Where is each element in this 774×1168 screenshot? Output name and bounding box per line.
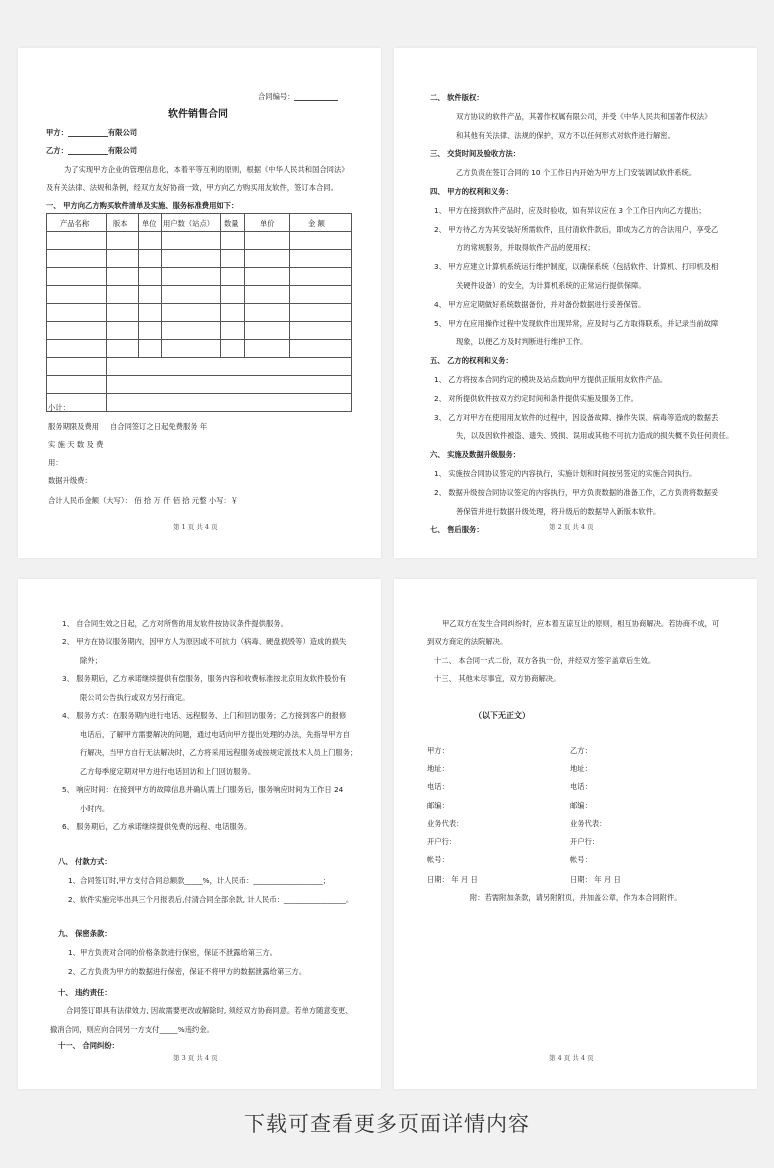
intro-line-1: 为了实现甲方企业的管理信息化，本着平等互利的原则，根据《中华人民共和国合同法》 (64, 165, 349, 174)
section-heading: 十、 违约责任： (58, 988, 112, 997)
th-version: 版本 (113, 219, 128, 228)
body-line: 2、 甲方待乙方为其安装好所需软件，且付清软件款后，即成为乙方的合法用户，享受乙 (434, 224, 719, 234)
row-upgrade-fee: 数据升级费： (48, 476, 92, 485)
row-impl-label-1: 实 施 天 数 及 费 (48, 440, 104, 449)
party-b-field: 开户行： (570, 837, 600, 846)
party-a-field: 开户行： (427, 837, 457, 846)
page-footer: 第 4 页 共 4 页 (549, 1054, 594, 1062)
contract-page-3 (18, 579, 381, 1089)
body-line: 除外； (80, 656, 102, 665)
body-line: 4、 服务方式：在服务期内进行电话、远程服务、上门和回访服务；乙方接到客户的报修 (62, 711, 347, 720)
section-heading: 三、 交货时间及验收方法： (430, 149, 521, 159)
th-product-name: 产品名称 (60, 219, 90, 228)
section-heading: 二、 软件版权： (430, 93, 484, 102)
contract-number: 合同编号： (258, 92, 338, 101)
contract-page-4 (394, 579, 757, 1089)
body-line: 甲乙双方在发生合同纠纷时，应本着互谅互让的原则，相互协商解决。若协商不成，可 (442, 619, 720, 628)
section-heading: 七、 售后服务： (430, 525, 484, 535)
intro-line-2: 及有关法律、法规和条例，经双方友好协商一致，甲方向乙方购买用友软件，签订本合同。 (46, 183, 338, 192)
th-unit-price: 单价 (260, 219, 275, 228)
body-line: 乙方负责在签订合同的 10 个工作日内开始为甲方上门安装调试软件系统。 (456, 168, 697, 178)
body-line: 合同签订即具有法律效力, 因故需要更改或解除时, 须经双方协商同意。若单方随意变更、 (66, 1006, 353, 1015)
page-footer: 第 2 页 共 4 页 (549, 523, 594, 531)
contract-page-2 (394, 48, 757, 558)
party-a-field: 帐号： (427, 855, 449, 865)
party-a-line: 甲方： 有限公司 (46, 128, 138, 137)
party-a-field: 电话： (427, 782, 449, 792)
body-line: 乙方每季度定期对甲方进行电话回访和上门回访服务。 (80, 767, 256, 776)
party-a-field: 业务代表： (427, 818, 464, 828)
section-1-heading: 一、 甲方向乙方购买软件清单及实施、服务标准费用如下： (46, 201, 239, 210)
body-line: 十三、 其他未尽事宜，双方协商解决。 (434, 674, 561, 683)
party-b-field: 地址： (570, 764, 592, 774)
contract-page-1 (18, 48, 381, 558)
body-line: 1、 实施按合同协议签定的内容执行，实施计划和时间按另签定的实施合同执行。 (434, 469, 697, 478)
attachment-note: 附：若需附加条款，请另附附页，并加盖公章，作为本合同附件。 (470, 893, 682, 902)
th-unit: 单位 (142, 219, 157, 228)
body-line: 1、 自合同生效之日起，乙方对所售的用友软件按协议条件提供服务。 (62, 619, 288, 628)
body-line: 方的常规服务，并取得软件产品的使用权； (456, 243, 595, 253)
party-a-field: 甲方： (427, 746, 449, 755)
section-heading: 五、 乙方的权利和义务： (430, 356, 513, 366)
row-total-amount: 合计人民币金额（大写）： 佰 拾 万 仟 佰 拾 元整 小写：￥ (48, 496, 239, 505)
body-line: 1、 甲方在接到软件产品时，应及时验收，如有异议应在 3 个工作日内向乙方提出； (434, 205, 706, 215)
row-service-value: 自合同签订之日起免费服务 年 (110, 422, 208, 431)
download-caption: 下载可查看更多页面详情内容 (244, 1112, 530, 1136)
party-b-field: 业务代表： (570, 818, 607, 828)
body-line: 3、 甲方应建立计算机系统运行维护制度，以确保系统（包括软件、计算机、打印机及相 (434, 262, 719, 272)
body-line: 十二、 本合同一式二份，双方各执一份，并经双方签字盖章后生效。 (434, 656, 656, 665)
section-heading: 四、 甲方的权利和义务： (430, 187, 513, 196)
purchase-table (46, 213, 352, 411)
date-party-b: 日期： 年 月 日 (570, 875, 621, 884)
body-line: 关硬件设备）的安全，为计算机系统的正常运行提供保障。 (456, 281, 646, 290)
section-heading: 六、 实施及数据升级服务： (430, 450, 521, 460)
body-line: 2、乙方负责为甲方的数据进行保密，保证不将甲方的数据泄露给第三方。 (68, 967, 307, 976)
body-line: 1、 乙方将按本合同约定的模块及站点数向甲方提供正版用友软件产品。 (434, 375, 668, 384)
body-line: 2、 甲方在协议服务期内，因甲方人为原因或不可抗力（病毒、硬盘损毁等）造成的损失 (62, 637, 347, 646)
party-a-field: 邮编： (427, 800, 449, 810)
party-b-field: 电话： (570, 782, 592, 792)
party-a-field: 地址： (427, 764, 449, 774)
body-line: 到双方商定的法院解决。 (427, 637, 508, 646)
body-line: 小时内。 (80, 804, 110, 813)
row-service-label: 服务期限及费用 (48, 422, 100, 431)
body-line: 1、甲方负责对合同的价格条款进行保密，保证不泄露给第三方。 (68, 948, 277, 957)
party-b-field: 帐号： (570, 855, 592, 865)
body-line: 失，以及因软件被盗、遗失、毁损、误用或其他不可抗力造成的损失概不负任何责任。 (456, 431, 734, 441)
body-line: 6、 服务期后，乙方承诺继续提供免费的远程、电话服务。 (62, 822, 252, 831)
end-of-text-note: （以下无正文） (474, 711, 530, 720)
body-line: 3、 乙方对甲方在使用用友软件的过程中，因设备故障、操作失误、病毒等造成的数据丢 (434, 412, 719, 422)
body-line: 1、合同签订时,甲方支付合同总额款_____%，计人民币：___________________； (68, 876, 330, 885)
party-b-field: 乙方： (570, 746, 592, 755)
body-line: 行解决，当甲方自行无法解决时，乙方将采用远程服务或按规定派技术人员上门服务； (80, 748, 358, 757)
row-subtotal: 小计： (48, 403, 70, 412)
body-line: 限公司公告执行或双方另行商定。 (80, 693, 190, 702)
body-line: 撤消合同，则应向合同另一方支付_____%违约金。 (50, 1025, 214, 1034)
row-impl-label-2: 用： (48, 458, 63, 467)
body-line: 2、 数据升级按合同协议签定的内容执行，甲方负责数据的准备工作，乙方负责将数据妥 (434, 487, 719, 497)
th-quantity: 数量 (224, 219, 239, 228)
contract-title: 软件销售合同 (168, 109, 228, 120)
th-amount: 金 额 (308, 219, 325, 228)
body-line: 5、 响应时间：在接到甲方的故障信息并确认需上门服务后，服务响应时间为工作日 24 (62, 785, 344, 794)
th-users: 用户数（站点） (163, 219, 215, 228)
body-line: 2、 对所提供软件按双方约定时间和条件提供实施及服务工作。 (434, 393, 638, 403)
section-heading: 九、 保密条款： (58, 929, 112, 938)
body-line: 双方协议的软件产品，其著作权属有限公司，并受《中华人民共和国著作权法》 (456, 111, 712, 121)
body-line: 3、 服务期后，乙方承诺继续提供有偿服务，服务内容和收费标准按北京用友软件股份有 (62, 674, 347, 683)
body-line: 善保管并进行数据升级处理，将升级后的数据导入新版本软件。 (456, 506, 661, 516)
body-line: 和其他有关法律、法规的保护，双方不以任何形式对软件进行解密。 (456, 130, 675, 140)
section-heading: 十一、 合同纠纷： (58, 1041, 119, 1050)
body-line: 现象，以便乙方及时判断进行维护工作。 (456, 337, 588, 347)
body-line: 2、软件实施完毕出具三个月报表后,付清合同全部余款, 计人民币：_________________。 (68, 895, 354, 904)
body-line: 5、 甲方在应用操作过程中发现软件出现异常，应及时与乙方取得联系，并记录当前故障 (434, 318, 719, 328)
page-footer: 第 3 页 共 4 页 (173, 1054, 218, 1062)
body-line: 4、 甲方应定期做好系统数据备份，并对备份数据进行妥善保管。 (434, 299, 646, 309)
party-b-line: 乙方： 有限公司 (46, 146, 138, 155)
party-b-field: 邮编： (570, 800, 592, 810)
page-footer: 第 1 页 共 4 页 (173, 523, 218, 531)
section-heading: 八、 付款方式： (58, 857, 112, 866)
date-party-a: 日期： 年 月 日 (427, 875, 478, 884)
body-line: 电话后，了解甲方需要解决的问题，通过电话向甲方提出处理的办法，先指导甲方自 (80, 730, 350, 739)
